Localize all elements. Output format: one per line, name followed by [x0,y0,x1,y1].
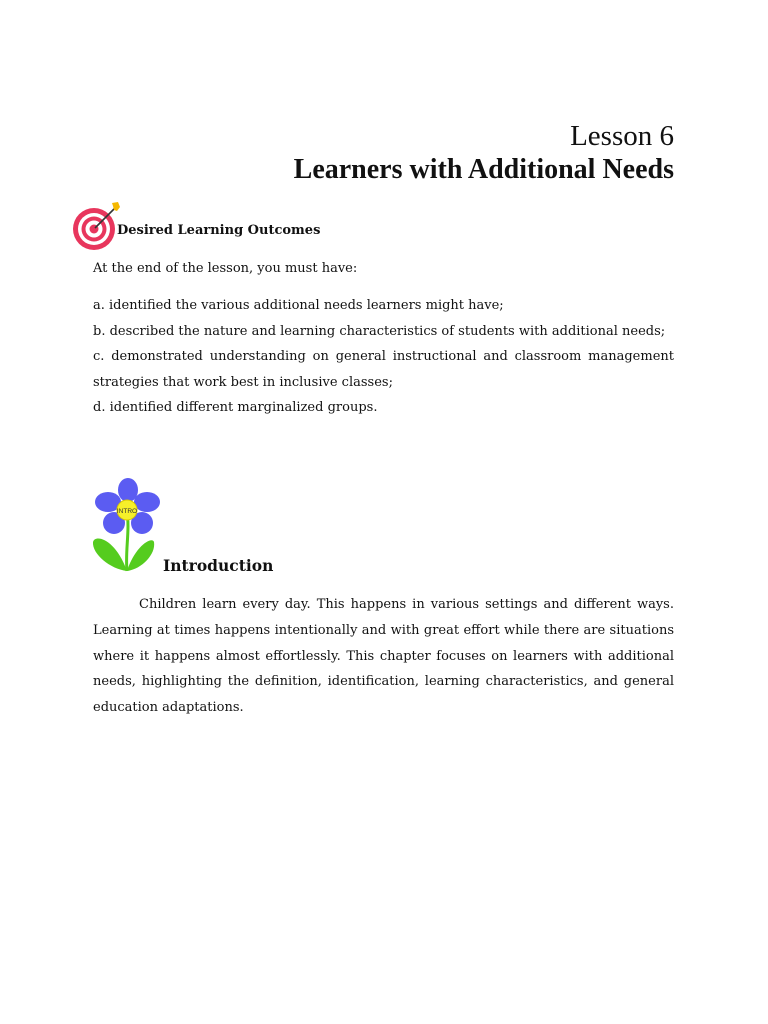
lesson-title: Learners with Additional Needs [293,154,674,185]
outcome-item: d. identified different marginalized groups. [93,400,378,415]
flower-icon [90,476,168,576]
outcomes-heading: Desired Learning Outcomes [117,223,321,238]
outcomes-list [93,293,674,421]
lesson-number: Lesson 6 [570,120,674,152]
target-icon [72,201,122,251]
outcome-item: a. identified the various additional needs learners might have; [93,298,504,313]
outcomes-lead: At the end of the lesson, you must have: [93,261,358,276]
introduction-heading: Introduction [163,556,274,575]
flower-center-label: INTRO [116,508,138,515]
outcome-item: c. demonstrated understanding on general instructional and classroom management strategies that work best in inclusive classes; [93,349,674,390]
outcome-item: b. described the nature and learning characteristics of students with additional needs; [93,323,666,339]
introduction-paragraph: Children learn every day. This happens in various settings and different ways. Learning at times happens intentionally and with great effort while there are situations where it happens almost effortlessly. This chapter focuses on learners with additional needs, highlighting the definition, identification, learning characteristics, and general education adaptations. [93,597,674,716]
